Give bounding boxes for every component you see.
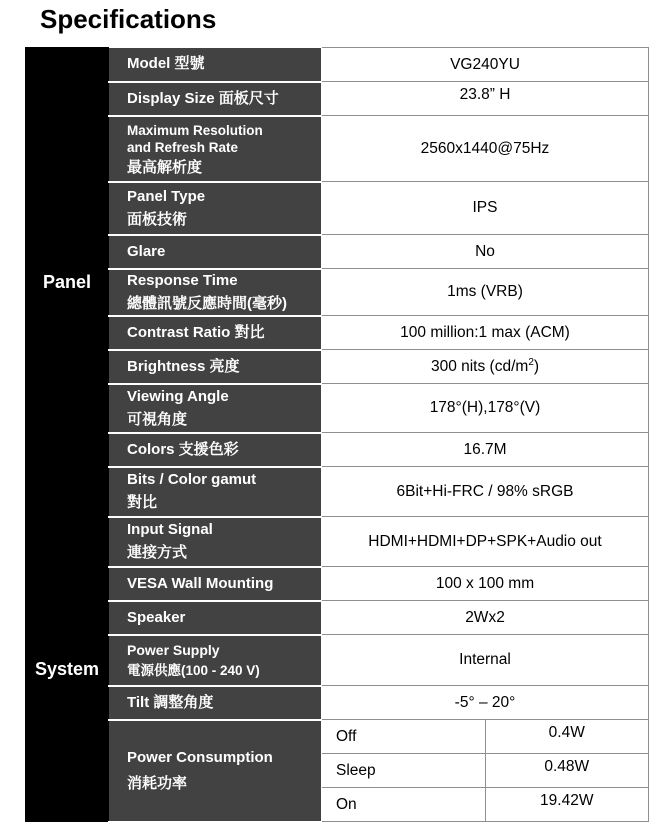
power-state-value: 0.48W bbox=[485, 754, 649, 788]
spec-value: 2560x1440@75Hz bbox=[322, 116, 649, 182]
spec-label-line: 最高解析度 bbox=[127, 158, 203, 176]
spec-label bbox=[109, 720, 322, 822]
power-state-value: 19.42W bbox=[485, 788, 649, 822]
spec-label bbox=[109, 384, 322, 433]
spec-value: 100 x 100 mm bbox=[322, 567, 649, 601]
spec-label bbox=[109, 269, 322, 316]
spec-label: Colors 支援色彩 bbox=[109, 433, 322, 467]
table-row bbox=[26, 567, 649, 601]
spec-value: 100 million:1 max (ACM) bbox=[322, 316, 649, 350]
spec-value: 16.7M bbox=[322, 433, 649, 467]
page-title: Specifications bbox=[40, 4, 217, 34]
spec-value: IPS bbox=[322, 182, 649, 235]
spec-value: 1ms (VRB) bbox=[322, 269, 649, 316]
spec-label-line: Bits / Color gamut bbox=[127, 471, 257, 488]
table-row bbox=[26, 720, 649, 754]
spec-label-line: Input Signal bbox=[127, 521, 213, 538]
spec-label-line: and Refresh Rate bbox=[127, 139, 239, 155]
table-row bbox=[26, 384, 649, 433]
spec-label-line: 對比 bbox=[127, 494, 158, 511]
spec-value: No bbox=[322, 235, 649, 269]
spec-label bbox=[109, 517, 322, 567]
category-panel: Panel bbox=[26, 48, 109, 517]
category-system: System bbox=[26, 517, 109, 822]
spec-label: Display Size 面板尺寸 bbox=[109, 82, 322, 116]
spec-label: Speaker bbox=[109, 601, 322, 635]
spec-label-line: 消耗功率 bbox=[127, 774, 188, 792]
table-row bbox=[26, 433, 649, 467]
brightness-value-end: ) bbox=[533, 358, 540, 376]
spec-label bbox=[109, 467, 322, 517]
table-row bbox=[26, 517, 649, 567]
spec-label-line: 連接方式 bbox=[127, 544, 188, 561]
table-row bbox=[26, 686, 649, 720]
spec-value: 178°(H),178°(V) bbox=[322, 384, 649, 433]
spec-value bbox=[322, 350, 649, 384]
brightness-value: 300 nits (cd/m bbox=[430, 358, 529, 376]
power-state-label: Sleep bbox=[322, 754, 486, 788]
spec-label-line: 總體訊號反應時間(毫秒) bbox=[127, 294, 287, 312]
spec-label: Tilt 調整角度 bbox=[109, 686, 322, 720]
spec-label-line: 可視角度 bbox=[127, 410, 188, 428]
table-row bbox=[26, 48, 649, 82]
table-row bbox=[26, 350, 649, 384]
spec-value: 6Bit+Hi-FRC / 98% sRGB bbox=[322, 467, 649, 517]
table-row bbox=[26, 269, 649, 316]
spec-label-line: Power Supply bbox=[127, 641, 220, 658]
table-row bbox=[26, 235, 649, 269]
spec-value: -5° – 20° bbox=[322, 686, 649, 720]
table-row bbox=[26, 82, 649, 116]
table-row bbox=[26, 116, 649, 182]
spec-label-line: Maximum Resolution bbox=[127, 122, 263, 138]
spec-label bbox=[109, 116, 322, 182]
spec-label: Glare bbox=[109, 235, 322, 269]
spec-value: VG240YU bbox=[322, 48, 649, 82]
spec-value: Internal bbox=[322, 635, 649, 686]
power-state-label: On bbox=[322, 788, 486, 822]
spec-table bbox=[25, 47, 649, 823]
power-state-value: 0.4W bbox=[485, 720, 649, 754]
spec-value: HDMI+HDMI+DP+SPK+Audio out bbox=[322, 517, 649, 567]
spec-label-line: Power Consumption bbox=[127, 748, 273, 766]
spec-label: Model 型號 bbox=[109, 48, 322, 82]
spec-label: Brightness 亮度 bbox=[109, 350, 322, 384]
spec-label-line: 電源供應(100 - 240 V) bbox=[127, 662, 260, 678]
spec-label-line: Response Time bbox=[127, 271, 238, 289]
spec-label-line: 面板技術 bbox=[127, 210, 188, 228]
table-row bbox=[26, 601, 649, 635]
spec-label-line: Panel Type bbox=[127, 187, 206, 205]
spec-label: VESA Wall Mounting bbox=[109, 567, 322, 601]
spec-label bbox=[109, 635, 322, 686]
power-state-label: Off bbox=[322, 720, 486, 754]
spec-label bbox=[109, 182, 322, 235]
brightness-superscript: 2 bbox=[528, 356, 534, 368]
spec-value: 2Wx2 bbox=[322, 601, 649, 635]
spec-value: 23.8” H bbox=[322, 82, 649, 116]
spec-label-line: Viewing Angle bbox=[127, 387, 229, 405]
table-row bbox=[26, 635, 649, 686]
spec-label: Contrast Ratio 對比 bbox=[109, 316, 322, 350]
table-row bbox=[26, 182, 649, 235]
table-row bbox=[26, 467, 649, 517]
table-row bbox=[26, 316, 649, 350]
